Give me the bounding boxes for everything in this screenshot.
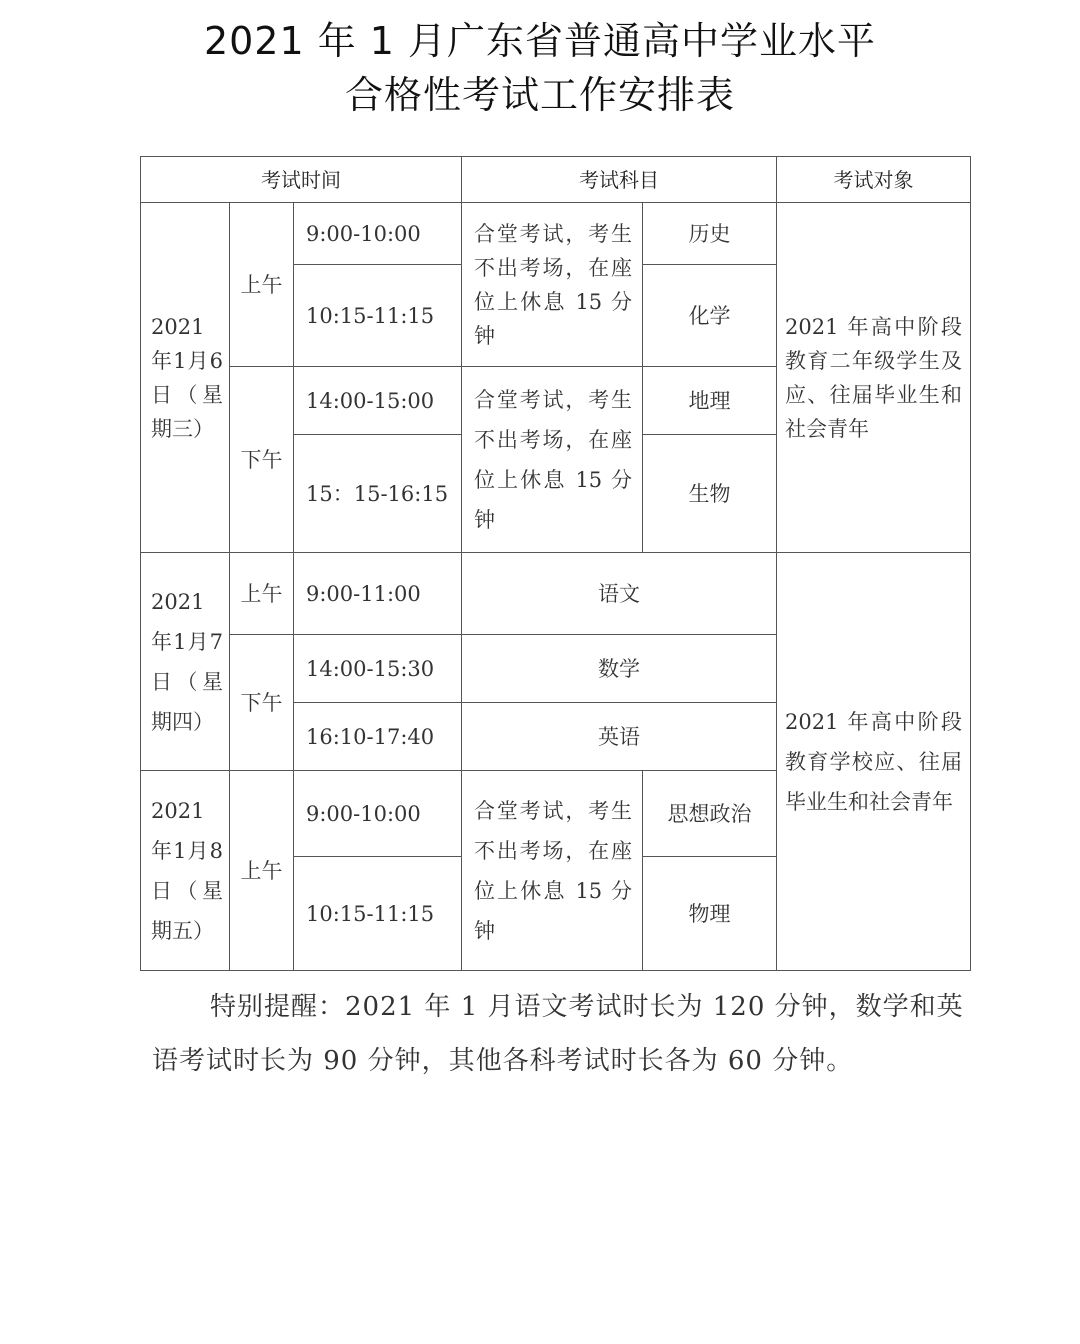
- time-slot: 9:00-10:00: [294, 771, 462, 857]
- time-slot: 14:00-15:30: [294, 635, 462, 703]
- target-cell: 2021 年高中阶段教育二年级学生及应、往届毕业生和社会青年: [777, 203, 971, 553]
- date-cell-jan7: 2021年1月7日（星期四）: [141, 553, 230, 771]
- subject-cell: 思想政治: [643, 771, 777, 857]
- subject-cell: 地理: [643, 367, 777, 435]
- header-exam-time: 考试时间: [141, 157, 462, 203]
- session-label: 上午: [230, 771, 294, 971]
- time-slot: 10:15-11:15: [294, 265, 462, 367]
- subject-cell: 英语: [462, 703, 777, 771]
- header-exam-subject: 考试科目: [462, 157, 777, 203]
- time-slot: 9:00-10:00: [294, 203, 462, 265]
- special-reminder: 特别提醒：2021 年 1 月语文考试时长为 120 分钟，数学和英语考试时长为 90 分钟，其他各科考试时长各为 60 分钟。: [152, 992, 964, 1076]
- time-slot: 16:10-17:40: [294, 703, 462, 771]
- date-cell-jan6: 2021年1月6日（星期三）: [141, 203, 230, 553]
- subject-cell: 语文: [462, 553, 777, 635]
- exam-note: 合堂考试，考生不出考场，在座位上休息 15 分钟: [462, 771, 643, 971]
- header-exam-target: 考试对象: [777, 157, 971, 203]
- exam-note: 合堂考试，考生不出考场，在座位上休息 15 分钟: [462, 367, 643, 553]
- table-row: [141, 553, 971, 635]
- page-subtitle: 合格性考试工作安排表: [344, 73, 735, 117]
- time-slot: 10:15-11:15: [294, 857, 462, 971]
- subject-cell: 物理: [643, 857, 777, 971]
- subject-cell: 数学: [462, 635, 777, 703]
- table-row: [141, 203, 971, 265]
- time-slot: 9:00-11:00: [294, 553, 462, 635]
- subject-cell: 化学: [643, 265, 777, 367]
- target-cell: 2021 年高中阶段教育学校应、往届毕业生和社会青年: [777, 553, 971, 971]
- session-label: 上午: [230, 553, 294, 635]
- page-title: 2021 年 1 月广东省普通高中学业水平: [203, 19, 877, 63]
- session-label: 下午: [230, 635, 294, 771]
- time-slot: 15：15-16:15: [294, 435, 462, 553]
- subject-cell: 生物: [643, 435, 777, 553]
- table-header-row: [141, 157, 971, 203]
- exam-schedule-table: [140, 156, 971, 971]
- time-slot: 14:00-15:00: [294, 367, 462, 435]
- session-label: 下午: [230, 367, 294, 553]
- subject-cell: 历史: [643, 203, 777, 265]
- session-label: 上午: [230, 203, 294, 367]
- exam-note: 合堂考试，考生不出考场，在座位上休息 15 分钟: [462, 203, 643, 367]
- date-cell-jan8: 2021年1月8日（星期五）: [141, 771, 230, 971]
